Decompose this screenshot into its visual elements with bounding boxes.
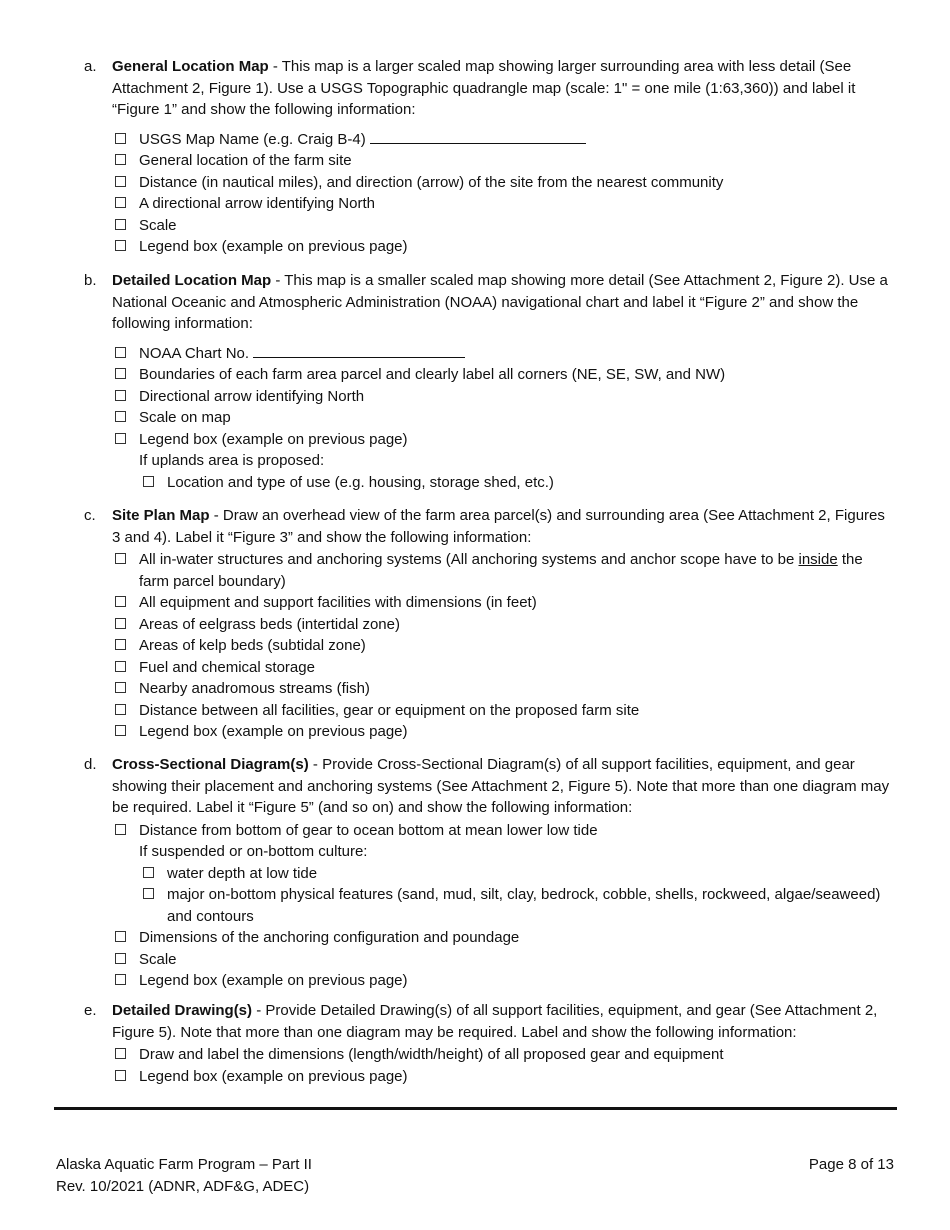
checkbox[interactable] <box>115 553 126 564</box>
checklist-item: Legend box (example on previous page) <box>112 236 896 258</box>
section-letter: d. <box>84 756 97 773</box>
checkbox[interactable] <box>115 639 126 650</box>
section-general-location-map <box>84 56 896 258</box>
fill-in-blank[interactable] <box>370 129 586 144</box>
section-description: Detailed Location Map - This map is a smaller scaled map showing more detail (See Attachment 2, Figure 2). Use a National Oceanic and Atmospheric Administration (NOAA) navigational chart and label it “Figure 2” and show the following information: <box>112 272 888 332</box>
checkbox[interactable] <box>115 133 126 144</box>
checkbox[interactable] <box>115 347 126 358</box>
section-letter: e. <box>84 1002 97 1019</box>
section-description: Detailed Drawing(s) - Provide Detailed Drawing(s) of all support facilities, equipment, and gear (See Attachment 2, Figure 5). Note that more than one diagram may be required. Label and show the following information: <box>112 1002 878 1041</box>
checkbox[interactable] <box>115 368 126 379</box>
checkbox[interactable] <box>115 974 126 985</box>
checklist-item: Dimensions of the anchoring configuration and poundage <box>112 927 896 949</box>
checkbox[interactable] <box>115 176 126 187</box>
checklist-item: Scale on map <box>112 407 896 429</box>
checkbox[interactable] <box>143 888 154 899</box>
checklist-item: Location and type of use (e.g. housing, storage shed, etc.) <box>140 472 896 494</box>
checkbox[interactable] <box>115 618 126 629</box>
fill-in-blank[interactable] <box>253 343 465 358</box>
checklist-item: Legend box (example on previous page) <box>112 1066 896 1088</box>
checklist-item: All equipment and support facilities with dimensions (in feet) <box>112 592 896 614</box>
conditional-label: If uplands area is proposed: <box>139 452 325 469</box>
checklist <box>112 820 896 992</box>
checklist <box>112 549 896 743</box>
section-title: General Location Map <box>112 58 269 75</box>
checklist-item: Boundaries of each farm area parcel and clearly label all corners (NE, SE, SW, and NW) <box>112 364 896 386</box>
conditional-checklist <box>140 863 896 928</box>
checklist <box>112 1044 896 1087</box>
checkbox[interactable] <box>115 1048 126 1059</box>
section-site-plan-map <box>84 505 896 743</box>
section-title: Site Plan Map <box>112 507 210 524</box>
checklist-item: Legend box (example on previous page) <box>112 429 896 451</box>
section-letter: b. <box>84 272 97 289</box>
checkbox[interactable] <box>115 596 126 607</box>
checklist-item: Distance (in nautical miles), and direction (arrow) of the site from the nearest community <box>112 172 896 194</box>
checklist-item: Areas of eelgrass beds (intertidal zone) <box>112 614 896 636</box>
checkbox[interactable] <box>115 661 126 672</box>
section-letter: a. <box>84 58 97 75</box>
checklist-item: Nearby anadromous streams (fish) <box>112 678 896 700</box>
footer-program-title: Alaska Aquatic Farm Program – Part II <box>56 1156 312 1173</box>
section-letter: c. <box>84 507 96 524</box>
checklist-item: Scale <box>112 949 896 971</box>
checkbox[interactable] <box>115 1070 126 1081</box>
section-title: Cross-Sectional Diagram(s) <box>112 756 309 773</box>
checkbox[interactable] <box>143 476 154 487</box>
checklist <box>112 343 896 494</box>
checklist-item: NOAA Chart No. <box>112 343 896 365</box>
checklist-item: All in-water structures and anchoring systems (All anchoring systems and anchor scope have to be inside the farm parcel boundary) <box>112 549 896 592</box>
section-description: General Location Map - This map is a larger scaled map showing larger surrounding area with less detail (See Attachment 2, Figure 1). Use a USGS Topographic quadrangle map (scale: 1" = one mile (1:63,360)) and label it “Figure 1” and show the following information: <box>112 58 856 118</box>
checkbox[interactable] <box>115 219 126 230</box>
checklist-item: Areas of kelp beds (subtidal zone) <box>112 635 896 657</box>
checklist-item: A directional arrow identifying North <box>112 193 896 215</box>
checkbox[interactable] <box>115 725 126 736</box>
section-detailed-location-map <box>84 270 896 493</box>
section-detailed-drawings <box>84 1000 896 1087</box>
section-title: Detailed Drawing(s) <box>112 1002 253 1019</box>
checkbox[interactable] <box>115 411 126 422</box>
footer-program-info <box>56 1154 312 1197</box>
checklist <box>112 129 896 258</box>
checkbox[interactable] <box>115 682 126 693</box>
checklist-item: Legend box (example on previous page) <box>112 970 896 992</box>
checklist-item: Scale <box>112 215 896 237</box>
checklist-item: Distance from bottom of gear to ocean bottom at mean lower low tide <box>112 820 896 842</box>
checklist-item: USGS Map Name (e.g. Craig B-4) <box>112 129 896 151</box>
checkbox[interactable] <box>115 953 126 964</box>
checklist-item: Directional arrow identifying North <box>112 386 896 408</box>
section-title: Detailed Location Map <box>112 272 272 289</box>
checkbox[interactable] <box>115 390 126 401</box>
checkbox[interactable] <box>115 931 126 942</box>
checklist-item: water depth at low tide <box>140 863 896 885</box>
checklist-item: Legend box (example on previous page) <box>112 721 896 743</box>
checklist-item: Fuel and chemical storage <box>112 657 896 679</box>
checklist-item: Draw and label the dimensions (length/width/height) of all proposed gear and equipment <box>112 1044 896 1066</box>
checklist-item: Distance between all facilities, gear or equipment on the proposed farm site <box>112 700 896 722</box>
checkbox[interactable] <box>115 704 126 715</box>
footer-divider <box>54 1107 897 1110</box>
checklist-item: major on-bottom physical features (sand, mud, silt, clay, bedrock, cobble, shells, rockweed, algae/seaweed) and contours <box>140 884 896 927</box>
checklist-item: General location of the farm site <box>112 150 896 172</box>
section-description: Cross-Sectional Diagram(s) - Provide Cross-Sectional Diagram(s) of all support facilities, equipment, and gear showing their placement and anchoring systems (See Attachment 2, Figure 5). Note that more than one diagram may be required. Label it “Figure 5” (and so on) and show the following information: <box>112 756 890 816</box>
conditional-checklist <box>140 472 896 494</box>
checkbox[interactable] <box>115 433 126 444</box>
checkbox[interactable] <box>115 824 126 835</box>
conditional-label: If suspended or on-bottom culture: <box>139 843 368 860</box>
section-cross-sectional-diagrams <box>84 754 896 992</box>
checkbox[interactable] <box>115 197 126 208</box>
checkbox[interactable] <box>115 240 126 251</box>
checkbox[interactable] <box>115 154 126 165</box>
checkbox[interactable] <box>143 867 154 878</box>
section-description: Site Plan Map - Draw an overhead view of the farm area parcel(s) and surrounding area (See Attachment 2, Figures 3 and 4). Label it “Figure 3” and show the following information: <box>112 507 885 546</box>
page-number: Page 8 of 13 <box>808 1156 894 1173</box>
footer-revision: Rev. 10/2021 (ADNR, ADF&G, ADEC) <box>56 1177 310 1195</box>
